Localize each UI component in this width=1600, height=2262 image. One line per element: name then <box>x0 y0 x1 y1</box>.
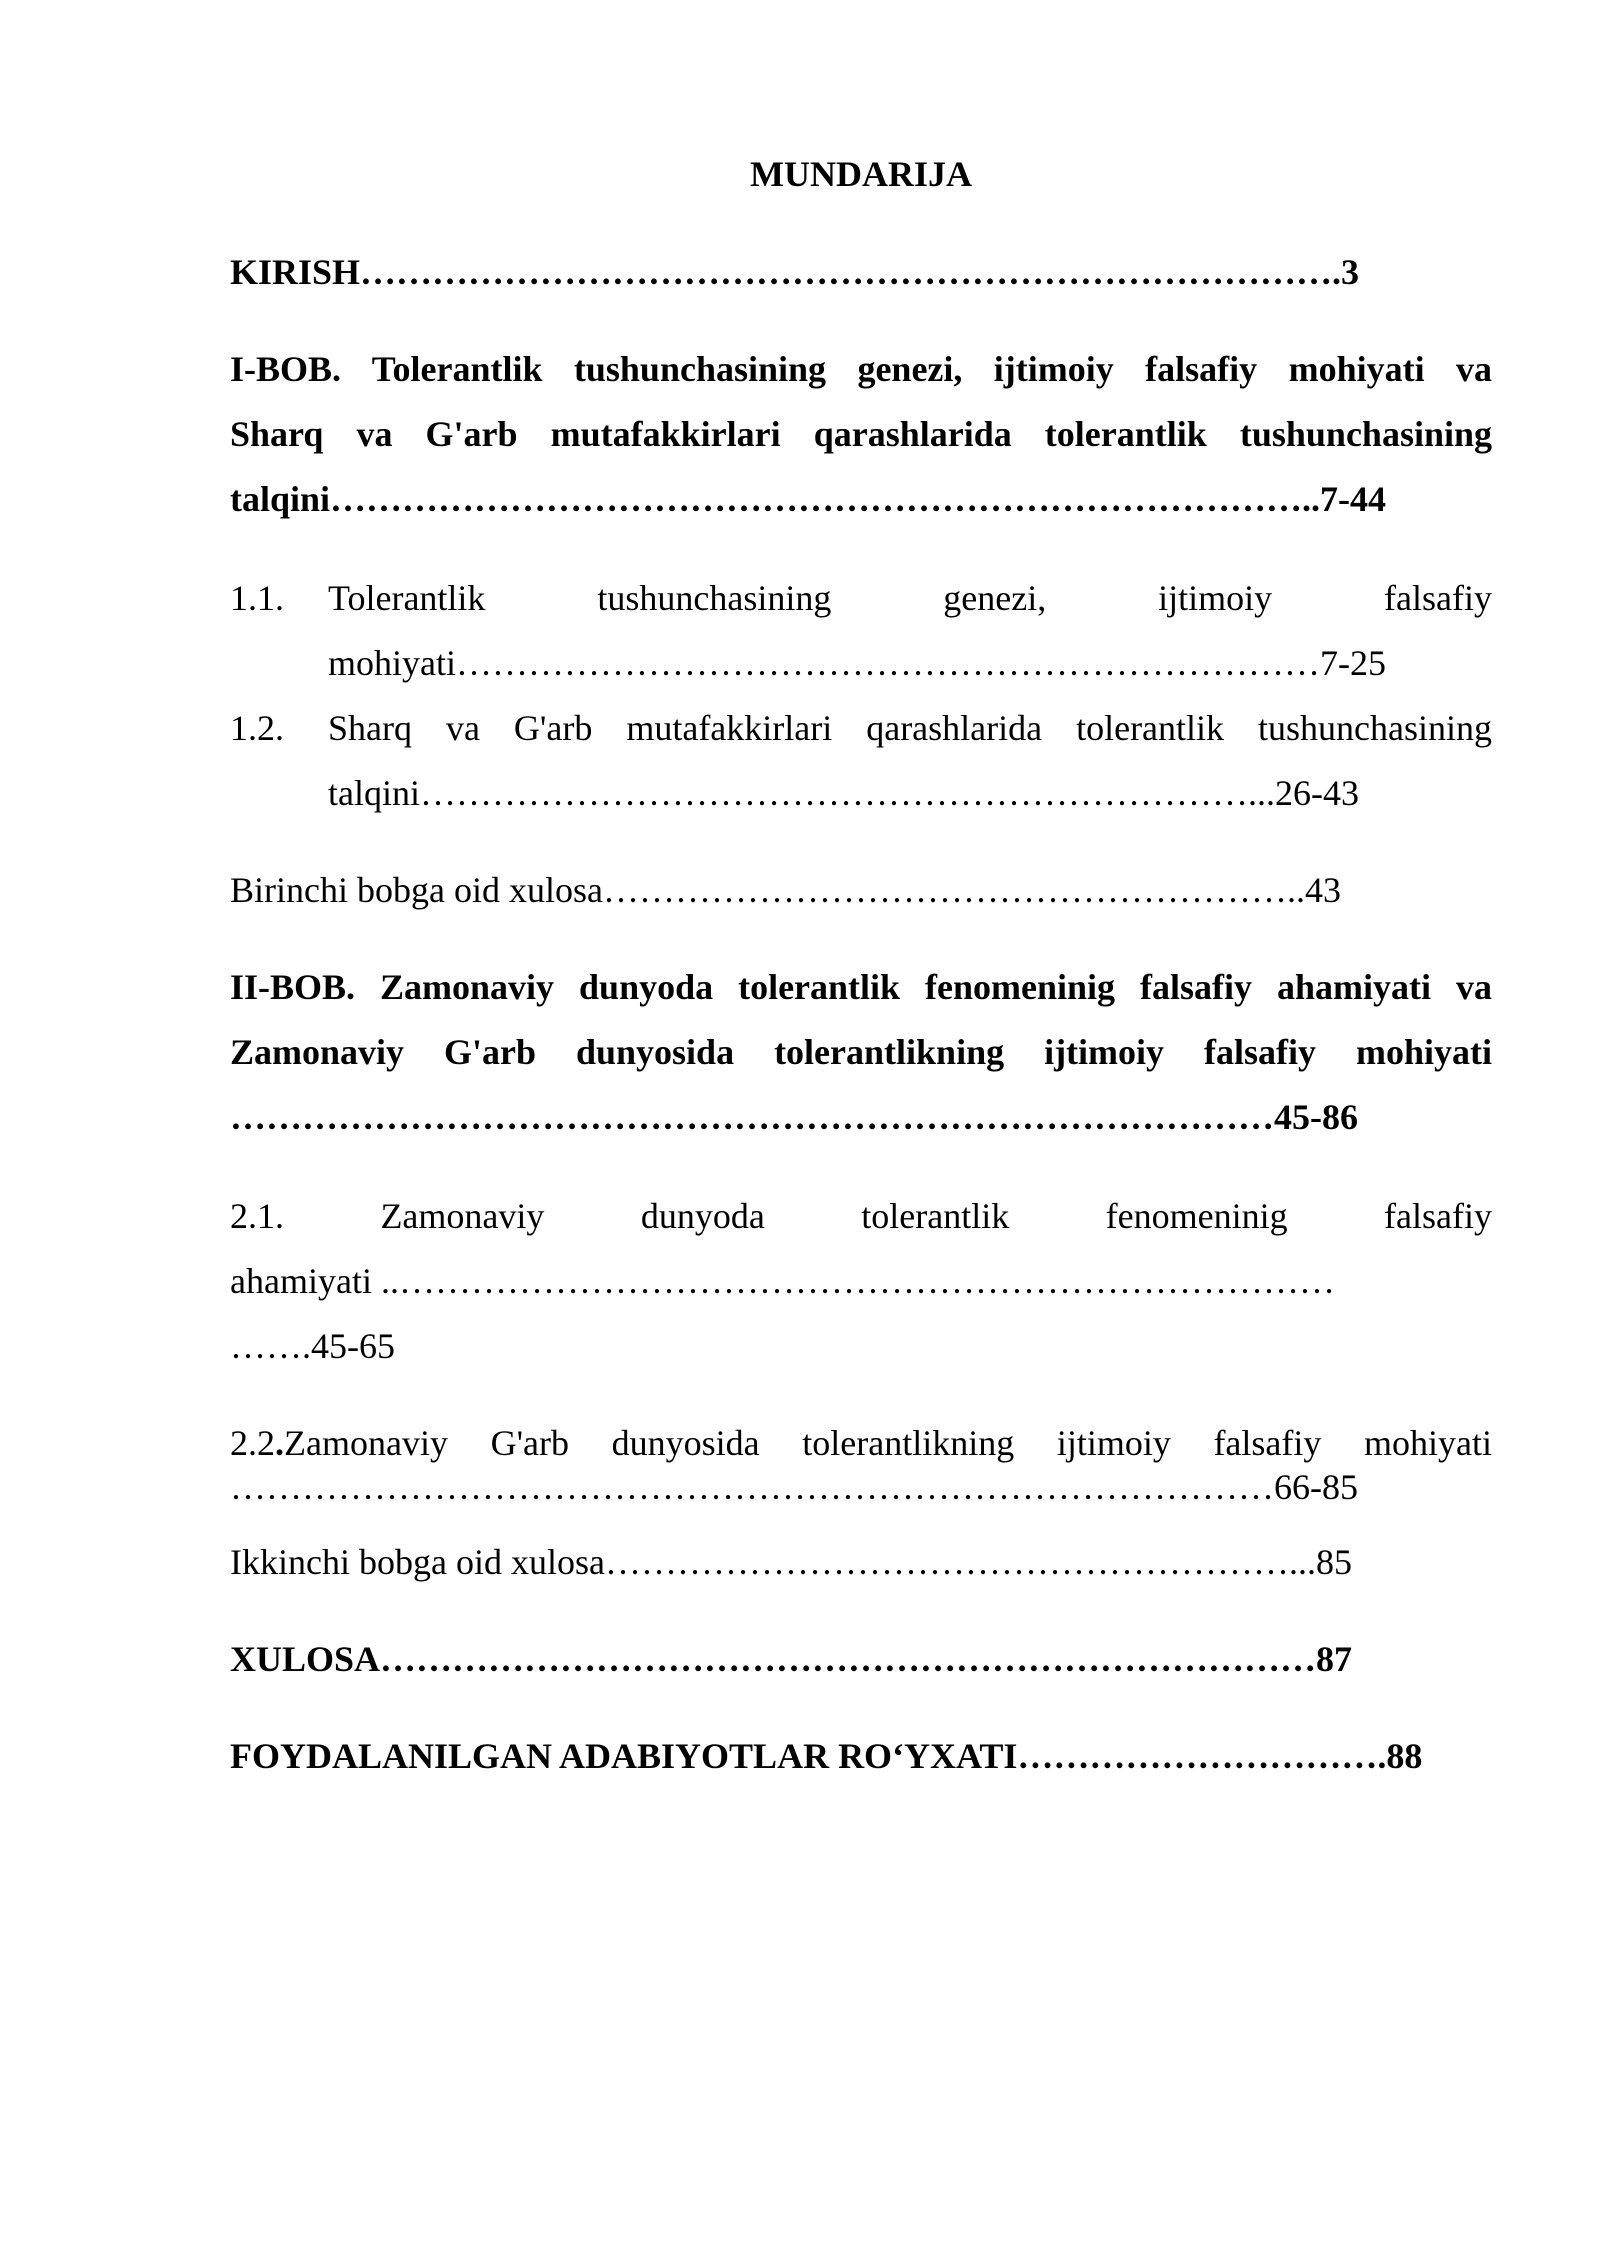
toc-entry-chapter-1-conclusion: Birinchi bobga oid xulosa…………………………………………………..43 <box>230 870 1341 910</box>
toc-section-1-1-line-1: Tolerantlik tushunchasining genezi, ijtimoiy falsafiy <box>328 578 1492 618</box>
toc-chapter-1-line-1: I-BOB. Tolerantlik tushunchasining genezi, ijtimoiy falsafiy mohiyati va <box>230 349 1492 389</box>
toc-entry-bibliography: FOYDALANILGAN ADABIYOTLAR RO‘YXATI………………………….88 <box>230 1736 1423 1776</box>
toc-section-number: 1.1. <box>230 578 284 618</box>
toc-chapter-2-line-1: II-BOB. Zamonaviy dunyoda tolerantlik fenomeninig falsafiy ahamiyati va <box>230 967 1492 1007</box>
toc-section-2-2-line-1 <box>230 1421 1492 1465</box>
toc-chapter-2-line-2: Zamonaviy G'arb dunyosida tolerantlikning ijtimoiy falsafiy mohiyati <box>230 1032 1492 1072</box>
toc-section-2-1-line-3: …….45-65 <box>230 1326 395 1366</box>
toc-section-2-2-line-2: ……………………………………………………………………………66-85 <box>230 1467 1358 1507</box>
toc-chapter-1-line-2: Sharq va G'arb mutafakkirlari qarashlarida tolerantlik tushunchasining <box>230 414 1492 454</box>
toc-entry-kirish: KIRISH……………………………………………………………………….3 <box>230 252 1360 292</box>
toc-section-2-1-line-2: ahamiyati ..…………………………………………………………………… <box>230 1261 1335 1301</box>
page-title: MUNDARIJA <box>750 154 972 194</box>
toc-section-number: 2.2 <box>230 1423 275 1463</box>
toc-chapter-1-line-3: talqini………………………………………………………………………..7-44 <box>230 479 1387 519</box>
toc-section-1-2-line-1: Sharq va G'arb mutafakkirlari qarashlarida tolerantlik tushunchasining <box>328 708 1492 748</box>
toc-section-2-1-line-1: 2.1. Zamonaviy dunyoda tolerantlik fenomeninig falsafiy <box>230 1196 1492 1236</box>
toc-entry-chapter-2-conclusion: Ikkinchi bobga oid xulosa…………………………………………………...85 <box>230 1542 1352 1582</box>
toc-section-2-2-title: Zamonaviy G'arb dunyosida tolerantlikning ijtimoiy falsafiy mohiyati <box>284 1423 1492 1463</box>
toc-entry-conclusion: XULOSA……………………………………………………………………87 <box>230 1639 1353 1679</box>
toc-section-1-1-line-2: mohiyati………………………………………………………………7-25 <box>328 643 1386 683</box>
toc-section-number: 1.2. <box>230 708 284 748</box>
toc-section-1-2-line-2: talqini……………………………………………………………...26-43 <box>328 773 1359 813</box>
toc-chapter-2-line-3: ……………………………………………………………………………45-86 <box>230 1097 1358 1137</box>
toc-section-number-dot: . <box>275 1423 284 1463</box>
